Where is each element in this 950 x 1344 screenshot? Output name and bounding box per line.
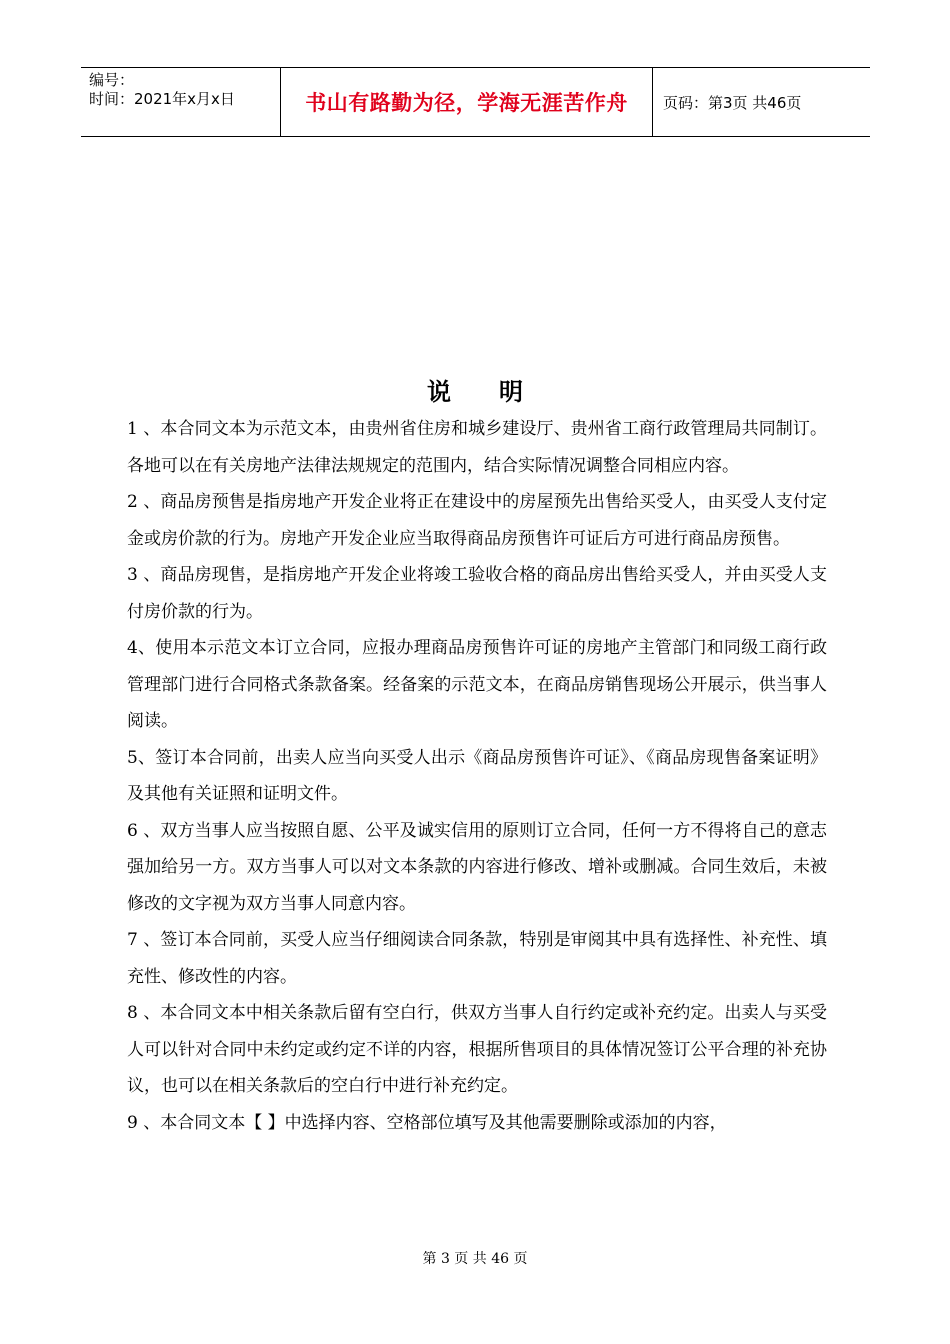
instructions-body (127, 411, 827, 1141)
header-meta (81, 68, 281, 136)
paragraph-2: 2 、商品房预售是指房地产开发企业将正在建设中的房屋预先出售给买受人，由买受人支付定金或房价款的行为。房地产开发企业应当取得商品房预售许可证后方可进行商品房预售。 (127, 492, 827, 549)
document-number-label: 编号： (89, 71, 135, 89)
page-footer: 第 3 页 共 46 页 (422, 1251, 528, 1267)
document-date: 时间：2021年x月x日 (89, 90, 235, 108)
header-motto: 书山有路勤为径，学海无涯苦作舟 (281, 68, 653, 136)
section-title: 说明 (427, 378, 571, 406)
header-page-info: 页码：第3页 共46页 (663, 93, 802, 112)
paragraph-8: 8 、本合同文本中相关条款后留有空白行，供双方当事人自行约定或补充约定。出卖人与买受人可以针对合同中未约定或约定不详的内容，根据所售项目的具体情况签订公平合理的补充协议，也可以在相关条款后的空白行中进行补充约定。 (127, 1003, 827, 1096)
page-header (81, 67, 870, 137)
paragraph-6: 6 、双方当事人应当按照自愿、公平及诚实信用的原则订立合同，任何一方不得将自己的意志强加给另一方。双方当事人可以对文本条款的内容进行修改、增补或删减。合同生效后，未被修改的文字视为双方当事人同意内容。 (127, 820, 827, 914)
paragraph-9: 9 、本合同文本【 】中选择内容、空格部位填写及其他需要删除或添加的内容， (127, 1112, 727, 1133)
paragraph-4: 4、使用本示范文本订立合同，应报办理商品房预售许可证的房地产主管部门和同级工商行政管理部门进行合同格式条款备案。经备案的示范文本，在商品房销售现场公开展示，供当事人阅读。 (127, 638, 827, 731)
paragraph-5: 5、签订本合同前，出卖人应当向买受人出示《商品房预售许可证》、《商品房现售备案证明》及其他有关证照和证明文件。 (127, 747, 827, 804)
paragraph-3: 3 、商品房现售，是指房地产开发企业将竣工验收合格的商品房出售给买受人，并由买受人支付房价款的行为。 (127, 565, 827, 622)
paragraph-1: 1 、本合同文本为示范文本，由贵州省住房和城乡建设厅、贵州省工商行政管理局共同制订。各地可以在有关房地产法律法规规定的范围内，结合实际情况调整合同相应内容。 (127, 419, 827, 476)
paragraph-7: 7 、签订本合同前，买受人应当仔细阅读合同条款，特别是审阅其中具有选择性、补充性、填充性、修改性的内容。 (127, 930, 827, 987)
